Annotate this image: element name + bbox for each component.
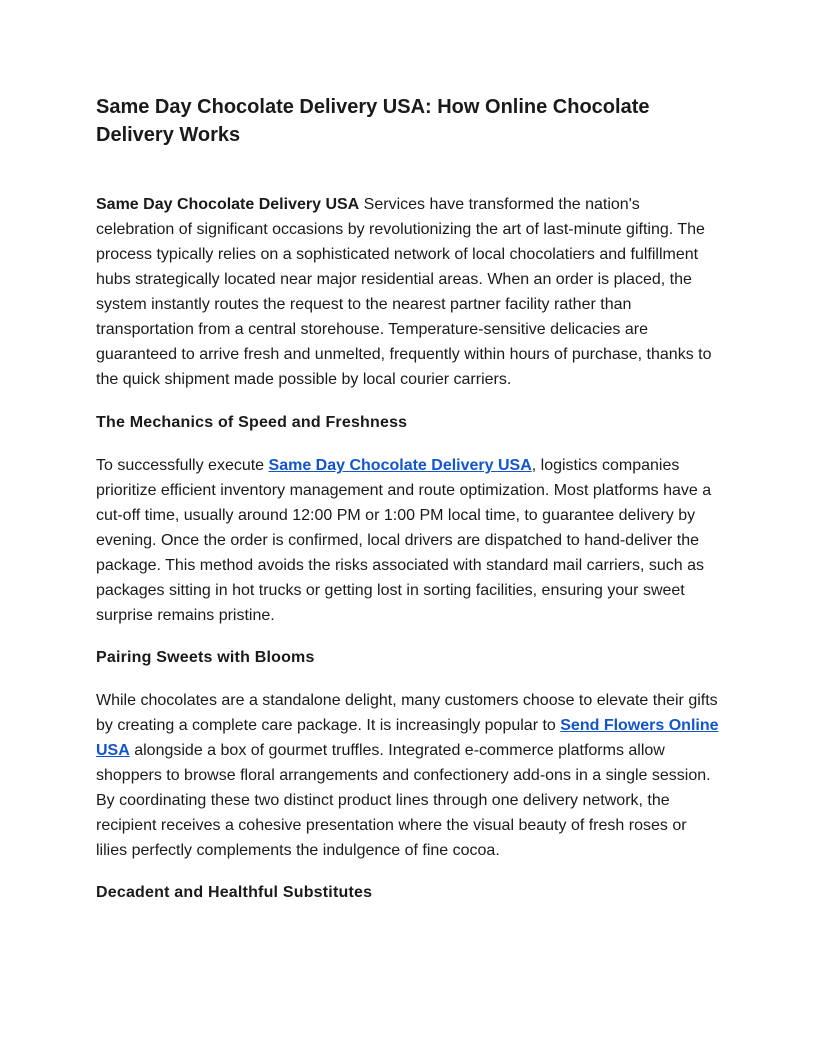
mechanics-text-before: To successfully execute	[96, 457, 269, 474]
mechanics-text-after: , logistics companies prioritize efficient inventory management and route optimization. Most platforms have a cut-off time, usually around 12:00 PM or 1:00 PM local time, to guarantee delivery by evening. Once the order is confirmed, local drivers are dispatched to hand-deliver the package. This method avoids the risks associated with standard mail carriers, such as packages sitting in hot trucks or getting lost in sorting facilities, ensuring your sweet surprise remains pristine.	[96, 457, 712, 624]
page-title: Same Day Chocolate Delivery USA: How Online Chocolate Delivery Works	[96, 96, 650, 146]
section-heading-mechanics: The Mechanics of Speed and Freshness	[96, 414, 408, 431]
intro-text: Services have transformed the nation's celebration of significant occasions by revolutionizing the art of last-minute gifting. The process typically relies on a sophisticated network of local chocolatiers and fulfillment hubs strategically located near major residential areas. When an order is placed, the system instantly routes the request to the nearest partner facility rather than transportation from a central storehouse. Temperature-sensitive delicacies are guaranteed to arrive fresh and unmelted, frequently within hours of purchase, thanks to the quick shipment made possible by local courier carriers.	[96, 196, 712, 388]
pairing-text-before: While chocolates are a standalone delight, many customers choose to elevate their gifts by creating a complete care package. It is increasingly popular to	[96, 692, 718, 734]
mechanics-paragraph	[96, 453, 720, 628]
intro-paragraph	[96, 192, 720, 392]
section-heading-pairing: Pairing Sweets with Blooms	[96, 649, 315, 666]
pairing-paragraph	[96, 688, 720, 863]
send-flowers-link[interactable]: Send Flowers Online USA	[96, 717, 719, 759]
document-page	[96, 93, 720, 923]
section-heading-substitutes: Decadent and Healthful Substitutes	[96, 884, 373, 901]
intro-bold-lead: Same Day Chocolate Delivery USA	[96, 196, 360, 213]
chocolate-delivery-link[interactable]: Same Day Chocolate Delivery USA	[268, 457, 532, 474]
pairing-text-after: alongside a box of gourmet truffles. Integrated e-commerce platforms allow shoppers to browse floral arrangements and confectionery add-ons in a single session. By coordinating these two distinct product lines through one delivery network, the recipient receives a cohesive presentation where the visual beauty of fresh roses or lilies perfectly complements the indulgence of fine cocoa.	[96, 742, 711, 859]
